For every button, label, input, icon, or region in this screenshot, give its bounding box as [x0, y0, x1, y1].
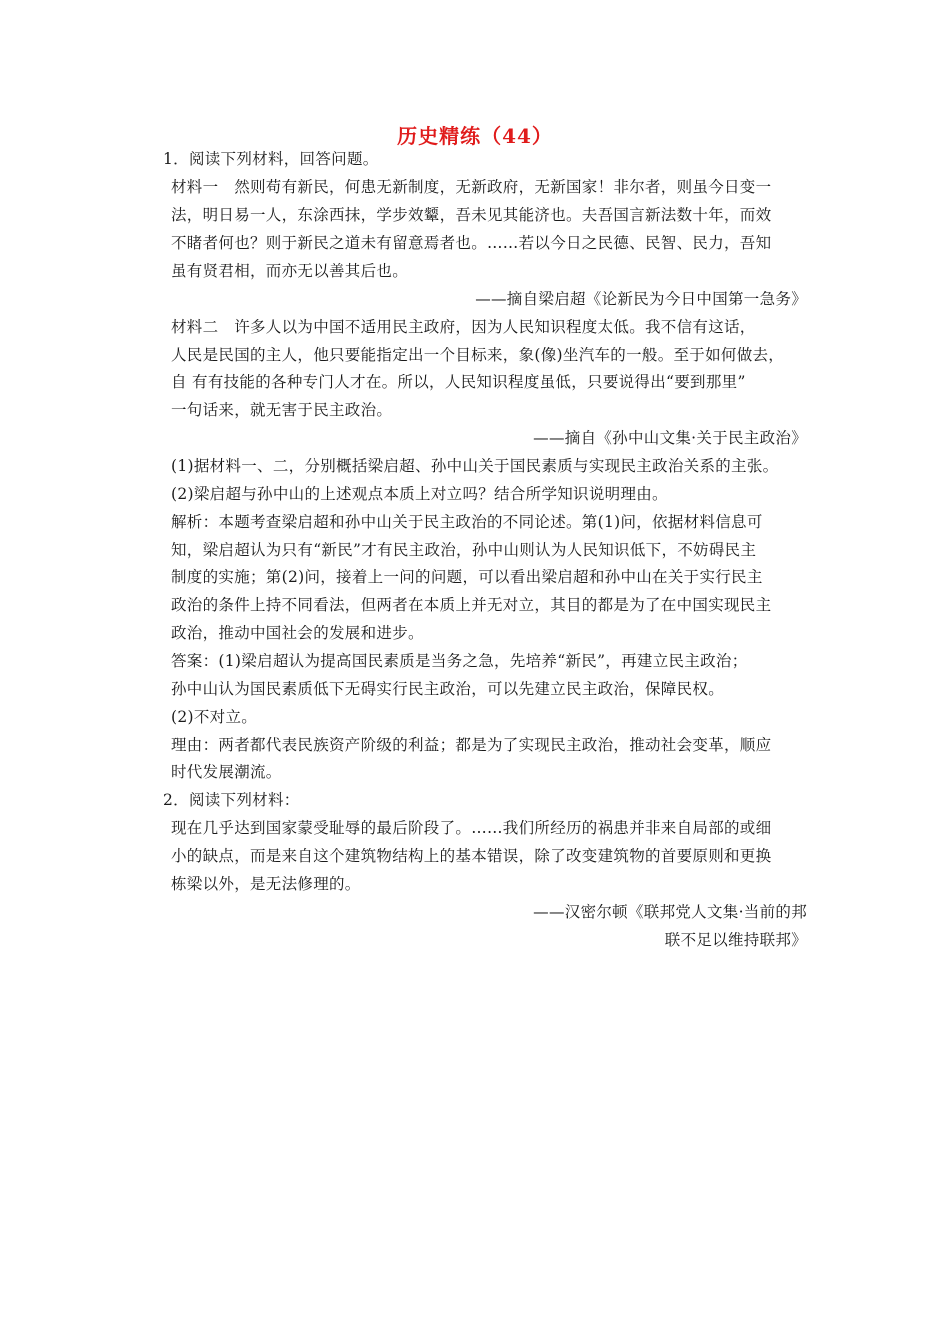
material-1-text-line: 虽有贤君相，而亦无以善其后也。: [171, 262, 409, 280]
answer-reason-line: 时代发展潮流。: [171, 763, 282, 781]
material-2-text-line: 人民是民国的主人，他只要能指定出一个目标来，象(像)坐汽车的一般。至于如何做去，: [171, 346, 785, 364]
answer-reason-line: 理由：两者都代表民族资产阶级的利益；都是为了实现民主政治，推动社会变革，顺应: [171, 736, 772, 754]
question-2-source: ——汉密尔顿《联邦党人文集·当前的邦: [533, 903, 807, 921]
question-1-prompt: 1．阅读下列材料，回答问题。: [163, 150, 379, 168]
material-2-text-line: 自 有有技能的各种专门人才在。所以，人民知识程度虽低，只要说得出“要到那里”: [171, 373, 746, 391]
answer-text-line: 孙中山认为国民素质低下无碍实行民主政治，可以先建立民主政治，保障民权。: [171, 680, 725, 698]
page-title: 历史精练（44）: [397, 124, 553, 148]
material-2-text-line: 一句话来，就无害于民主政治。: [171, 401, 393, 419]
analysis-text-line: 知，梁启超认为只有“新民”才有民主政治，孙中山则认为人民知识低下，不妨碍民主: [171, 541, 757, 559]
material-1-text-line: 不睹者何也？则于新民之道未有留意焉者也。……若以今日之民德、民智、民力，吾知: [171, 234, 772, 252]
question-2-material-line: 小的缺点，而是来自这个建筑物结构上的基本错误，除了改变建筑物的首要原则和更换: [171, 847, 772, 865]
analysis-text-line: 制度的实施；第(2)问，接着上一问的问题，可以看出梁启超和孙中山在关于实行民主: [171, 568, 763, 586]
material-1-text-line: 法，明日易一人，东涂西抹，学步效颦，吾未见其能济也。夫吾国言新法数十年，而效: [171, 206, 772, 224]
sub-question-2: (2)梁启超与孙中山的上述观点本质上对立吗？结合所学知识说明理由。: [171, 485, 668, 503]
question-2-material-line: 栋梁以外，是无法修理的。: [171, 875, 361, 893]
sub-question-1: (1)据材料一、二，分别概括梁启超、孙中山关于国民素质与实现民主政治关系的主张。: [171, 457, 779, 475]
material-1-text-line: 材料一 然则苟有新民，何患无新制度，无新政府，无新国家！非尔者，则虽今日变一: [171, 178, 772, 196]
answer-text-line: (2)不对立。: [171, 708, 258, 726]
question-2-prompt: 2．阅读下列材料：: [163, 791, 300, 809]
analysis-text-line: 政治，推动中国社会的发展和进步。: [171, 624, 424, 642]
material-2-source: ——摘自《孙中山文集·关于民主政治》: [533, 429, 807, 447]
answer-text-line: 答案：(1)梁启超认为提高国民素质是当务之急，先培养“新民”，再建立民主政治；: [171, 652, 748, 670]
question-2-source: 联不足以维持联邦》: [664, 931, 807, 949]
material-2-text-line: 材料二 许多人以为中国不适用民主政府，因为人民知识程度太低。我不信有这话，: [171, 318, 756, 336]
material-1-source: ——摘自梁启超《论新民为今日中国第一急务》: [475, 290, 807, 308]
question-2-material-line: 现在几乎达到国家蒙受耻辱的最后阶段了。……我们所经历的祸患并非来自局部的或细: [171, 819, 772, 837]
analysis-text-line: 解析：本题考查梁启超和孙中山关于民主政治的不同论述。第(1)问，依据材料信息可: [171, 513, 763, 531]
analysis-text-line: 政治的条件上持不同看法，但两者在本质上并无对立，其目的都是为了在中国实现民主: [171, 596, 772, 614]
